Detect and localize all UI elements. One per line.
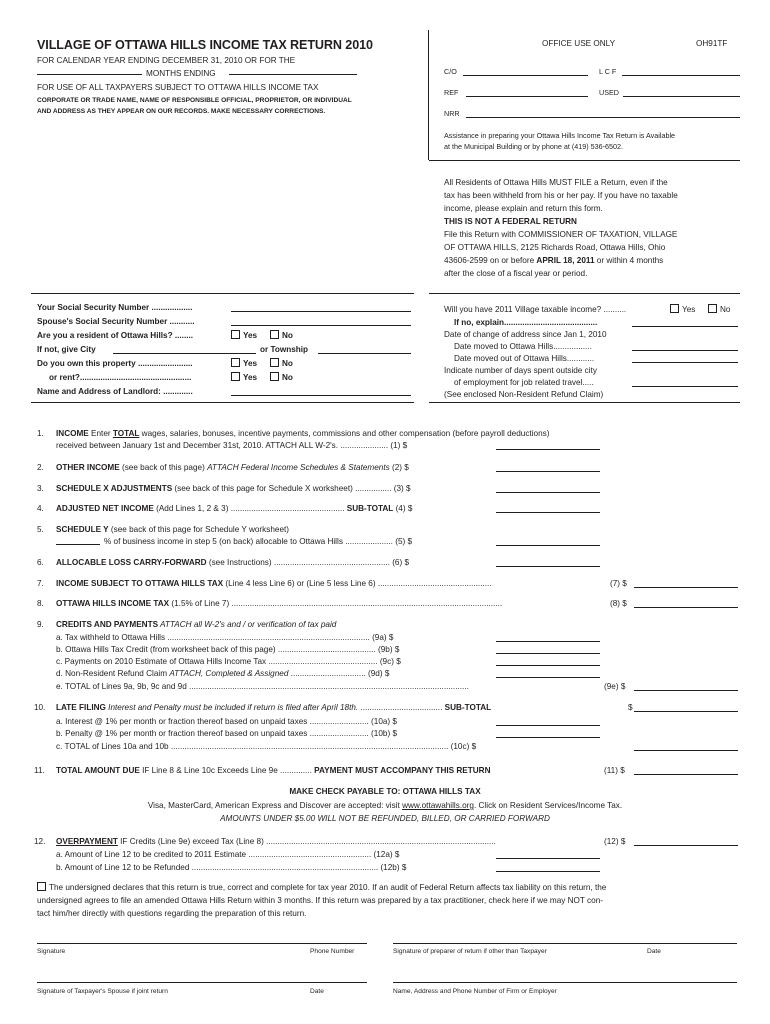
line-9-label [56,619,336,630]
line-2-amount[interactable] [496,461,600,472]
line-10a-label: a. Interest @ 1% per month or fraction thereof based on unpaid taxes .......................... (10a) $ [56,717,397,726]
line-9c-label: c. Payments on 2010 Estimate of Ottawa Hills Income Tax ................................................ (9c) $ [56,657,401,666]
personal-box-bottom [31,402,414,403]
amounts-under-notice: AMOUNTS UNDER $5.00 WILL NOT BE REFUNDED, BILLED, OR CARRIED FORWARD [220,814,550,823]
subtotal-label: SUB-TOTAL [346,504,394,513]
line-10-dots: .................................... [358,703,445,712]
line-9c-amount[interactable] [496,655,600,666]
line-7-amount[interactable] [634,577,738,588]
used-field[interactable] [623,96,740,97]
preparer-signature-line[interactable] [393,943,737,944]
firm-line[interactable] [393,982,737,983]
residents-line-8: after the close of a fiscal year or period. [444,269,588,278]
line-10-label [56,702,491,713]
line-10a-amount[interactable] [496,715,600,726]
line-10-num: 10. [34,703,46,712]
yes-label: Yes [243,373,258,382]
line-1-label-2: received between January 1st and December 31st, 2010. ATTACH ALL W-2's. ..................... (1) $ [56,441,408,450]
declaration-line-1 [37,882,606,893]
total-due-heading: TOTAL AMOUNT DUE [56,766,140,775]
line-3-desc: (see back of this page for Schedule X worksheet) ................ (3) $ [172,484,411,493]
line-8-num: 8. [37,599,44,608]
line-2-attach: ATTACH Federal Income Schedules & Statements [207,463,390,472]
line-5-percent-field[interactable] [56,544,100,545]
resident-yes-option[interactable] [231,330,257,341]
line-9-attach: ATTACH all W-2's and / or verification of tax paid [158,620,337,629]
line-12-code: (12) $ [604,837,626,846]
line-9b-label: b. Ottawa Hills Tax Credit (from worksheet back of this page) ........................................... (9b) $ [56,645,400,654]
line-12-label [56,836,496,847]
line-2-see: (see back of this page) [119,463,208,472]
adjusted-net-heading: ADJUSTED NET INCOME [56,504,154,513]
line-2-code: (2) $ [389,463,409,472]
not-federal-return: THIS IS NOT A FEDERAL RETURN [444,217,577,226]
resident-yes-checkbox[interactable] [231,330,240,339]
own-no-option[interactable] [270,358,293,369]
line-9a-amount[interactable] [496,631,600,642]
declaration-text-1: The undersigned declares that this return is true, correct and complete for tax year 2010. If an audit of Federal Return affects tax liability on this return, the [49,883,607,892]
line-9d-code: ................................. (9d) $ [288,669,390,678]
cards-text: Visa, MasterCard, American Express and Discover are accepted: visit [147,801,403,810]
rent-no-checkbox[interactable] [270,372,279,381]
line-7-num: 7. [37,579,44,588]
line-11-code: (11) $ [604,766,625,775]
line-9a-label: a. Tax withheld to Ottawa Hills ......................................................................................... (9a) $ [56,633,394,642]
calendar-year-text: FOR CALENDAR YEAR ENDING DECEMBER 31, 2010 OR FOR THE [37,56,296,65]
spouse-signature-label: Signature of Taxpayer's Spouse if joint return [37,988,168,995]
no-label: No [282,359,293,368]
line-8-label [56,598,502,609]
rent-yes-option[interactable] [231,372,257,383]
line-9e-amount[interactable] [634,680,738,691]
lcf-label: L C F [599,67,617,76]
line-1-num: 1. [37,429,44,438]
payment-must-accompany: PAYMENT MUST ACCOMPANY THIS RETURN [314,766,491,775]
ssn-field[interactable] [231,311,411,312]
credits-heading: CREDITS AND PAYMENTS [56,620,159,629]
moved-to-label: Date moved to Ottawa Hills................. [454,342,592,351]
line-4-num: 4. [37,504,44,513]
months-blank-1[interactable] [37,74,142,75]
future-no-checkbox[interactable] [708,304,717,313]
future-no-option[interactable] [708,304,730,315]
rent-no-option[interactable] [270,372,293,383]
other-income-heading: OTHER INCOME [56,463,120,472]
months-ending-text: MONTHS ENDING [146,69,216,78]
line-7-desc: (Line 4 less Line 6) or (Line 5 less Line 6) .................................................. [223,579,492,588]
spouse-ssn-field[interactable] [231,325,411,326]
cards-text-2: . Click on Resident Services/Income Tax. [473,801,623,810]
future-yes-checkbox[interactable] [670,304,679,313]
moved-to-field[interactable] [632,350,738,351]
line-1-enter: Enter [88,429,113,438]
line-9d-attach: ATTACH, Completed & Assigned [169,669,289,678]
future-box-top [429,293,740,294]
line-12b-label: b. Amount of Line 12 to be Refunded .................................................................................. (12b) $ [56,863,407,872]
days-outside-label-2: of employment for job related travel..... [454,378,594,387]
form-title: VILLAGE OF OTTAWA HILLS INCOME TAX RETURN 2010 [37,38,373,52]
phone-label: Phone Number [310,948,355,955]
line-10-dollar: $ [628,703,633,712]
line-6-amount[interactable] [496,556,600,567]
line-4-amount[interactable] [496,502,600,513]
line-1-label [56,428,549,439]
late-filing-note: Interest and Penalty must be included if return is filed after April 18th. [105,703,359,712]
firm-label: Name, Address and Phone Number of Firm or Employer [393,988,557,995]
office-use-label: OFFICE USE ONLY [542,39,616,48]
line-7-code: (7) $ [610,579,627,588]
line-3-num: 3. [37,484,44,493]
moved-out-field[interactable] [632,362,738,363]
personal-box-top [31,293,414,294]
preparer-label: Signature of preparer of return if other than Taxpayer [393,948,547,955]
signature-label: Signature [37,948,66,955]
used-label: USED [599,88,619,97]
co-field[interactable] [463,75,588,76]
line-1-amount[interactable] [496,439,600,450]
ref-field[interactable] [466,96,588,97]
line-2-num: 2. [37,463,44,472]
spouse-signature-line[interactable] [37,982,367,983]
office-bottom-rule [429,160,740,161]
line-9-num: 9. [37,620,44,629]
explain-field[interactable] [632,326,738,327]
line-12-desc: IF Credits (Line 9e) exceed Tax (Line 8) ..................................................................................................... [117,837,496,846]
yes-label: Yes [682,305,696,314]
spouse-date-label: Date [310,988,324,995]
corp-name-instruction-1: CORPORATE OR TRADE NAME, NAME OF RESPONSIBLE OFFICIAL, PROPRIETOR, OR INDIVIDUAL [37,97,352,104]
line-9d-amount[interactable] [496,667,600,678]
future-yes-option[interactable] [670,304,695,315]
line-12a-amount[interactable] [496,848,600,859]
yes-label: Yes [243,359,258,368]
line-11-desc: IF Line 8 & Line 10c Exceeds Line 9e .............. [139,766,315,775]
income-subject-heading: INCOME SUBJECT TO OTTAWA HILLS TAX [56,579,224,588]
late-filing-heading: LATE FILING [56,703,106,712]
income-heading: INCOME [56,429,89,438]
line-4-label [56,503,412,514]
line-10c-amount[interactable] [634,740,738,751]
no-label: No [282,331,293,340]
line-11-label [56,765,491,776]
loss-carry-heading: ALLOCABLE LOSS CARRY-FORWARD [56,558,207,567]
yes-label: Yes [243,331,258,340]
make-check-payable: MAKE CHECK PAYABLE TO: OTTAWA HILLS TAX [289,787,481,796]
line-12a-label: a. Amount of Line 12 to be credited to 2011 Estimate ...................................................... (12a) $ [56,850,400,859]
income-tax-heading: OTTAWA HILLS INCOME TAX [56,599,170,608]
due-date: APRIL 18, 2011 [536,256,595,265]
line-6-num: 6. [37,558,44,567]
residents-line-5: File this Return with COMMISSIONER OF TAXATION, VILLAGE [444,230,678,239]
line-5-num: 5. [37,525,44,534]
line-7-label [56,578,492,589]
nrr-label: NRR [444,109,460,118]
city-label: If not, give City [37,345,96,354]
spouse-ssn-label: Spouse's Social Security Number ........... [37,317,195,326]
line-9b-amount[interactable] [496,643,600,654]
line-5-desc: (see back of this page for Schedule Y worksheet) [108,525,290,534]
residents-line-7 [444,255,663,266]
line-8-code: (8) $ [610,599,627,608]
line-1-desc: wages, salaries, bonuses, incentive payments, commissions and other compensation (before payroll deductions) [139,429,550,438]
line-9d-label [56,668,389,679]
line-9d-a: d. Non-Resident Refund Claim [56,669,170,678]
rent-yes-checkbox[interactable] [231,372,240,381]
line-8-desc: (1.5% of Line 7) ....................................................................................................................... [169,599,503,608]
line-10-subtotal-amount[interactable] [634,701,738,712]
line-6-desc: (see Instructions) ................................................... (6) $ [206,558,410,567]
landlord-label: Name and Address of Landlord: ............. [37,387,193,396]
residents-line-1: All Residents of Ottawa Hills MUST FILE a Return, even if the [444,178,668,187]
line-3-label [56,483,411,494]
city-field[interactable] [113,353,256,354]
signature-line[interactable] [37,943,367,944]
header-divider [428,30,429,160]
moved-out-label: Date moved out of Ottawa Hills............ [454,354,595,363]
line-12b-amount[interactable] [496,861,600,872]
ssn-label: Your Social Security Number .................. [37,303,193,312]
co-label: C/O [444,67,457,76]
explain-label: If no, explain......................................... [454,318,598,327]
line-4-desc: (Add Lines 1, 2 & 3) .................................................. [153,504,347,513]
no-label: No [282,373,293,382]
resident-no-checkbox[interactable] [270,330,279,339]
landlord-field[interactable] [231,395,411,396]
own-yes-checkbox[interactable] [231,358,240,367]
own-no-checkbox[interactable] [270,358,279,367]
schedule-x-heading: SCHEDULE X ADJUSTMENTS [56,484,173,493]
assistance-line-2: at the Municipal Building or by phone at (419) 536-6502. [444,142,624,151]
cards-accepted [0,800,770,811]
line-12-num: 12. [34,837,46,846]
residents-within: or within 4 months [594,256,664,265]
residents-zip: 43606-2599 on or before [444,256,537,265]
line-2-label [56,462,409,473]
own-yes-option[interactable] [231,358,257,369]
form-code: OH91TF [696,39,728,48]
line-3-amount[interactable] [496,482,600,493]
line-9e-label: e. TOTAL of Lines 9a, 9b, 9c and 9d ........................................................................................................................... [56,682,469,691]
township-label: or Township [260,345,309,354]
residents-line-3: income, please explain and return this form. [444,204,603,213]
line-5-label-2: % of business income in step 5 (on back) allocable to Ottawa Hills ..................... (5) $ [104,537,413,546]
line-1-total: TOTAL [112,429,140,438]
subtotal-label: SUB-TOTAL [444,703,492,712]
future-box-bottom [429,402,740,403]
resident-no-option[interactable] [270,330,293,341]
line-6-label [56,557,409,568]
resident-question: Are you a resident of Ottawa Hills? ........ [37,331,194,340]
line-12-amount[interactable] [634,835,738,846]
corp-name-instruction-2: AND ADDRESS AS THEY APPEAR ON OUR RECORDS. MAKE NECESSARY CORRECTIONS. [37,108,326,115]
ref-label: REF [444,88,459,97]
line-4-code: (4) $ [393,504,413,513]
refund-claim-note: (See enclosed Non-Resident Refund Claim) [444,390,604,399]
line-5-amount[interactable] [496,535,600,546]
line-11-num: 11. [34,766,45,775]
taxable-income-question: Will you have 2011 Village taxable income? .......... [444,305,627,314]
line-10b-label: b. Penalty @ 1% per month or fraction thereof based on unpaid taxes .......................... (10b) $ [56,729,397,738]
line-8-amount[interactable] [634,597,738,608]
days-outside-field[interactable] [632,386,738,387]
months-blank-2[interactable] [229,74,357,75]
website-link[interactable]: www.ottawahills.org [402,801,474,810]
declaration-line-2: undersigned agrees to file an amended Ottawa Hills Return within 3 months. If this return was prepared by a tax practitioner, check here if we may NOT con- [37,896,603,905]
declaration-line-3: tact him/her directly with questions regarding the preparation of this return. [37,909,307,918]
overpayment-heading: OVERPAYMENT [56,837,118,846]
taxpayers-subject-text: FOR USE OF ALL TAXPAYERS SUBJECT TO OTTAWA HILLS INCOME TAX [37,83,319,92]
assistance-line-1: Assistance in preparing your Ottawa Hills Income Tax Return is Available [444,131,676,140]
residents-line-2: tax has been withheld from his or her pay. If you have no taxable [444,191,678,200]
line-9e-code: (9e) $ [604,682,626,691]
own-property-question: Do you own this property ........................ [37,359,193,368]
line-10b-amount[interactable] [496,727,600,738]
no-label: No [720,305,731,314]
rent-question: or rent?................................................. [49,373,192,382]
lcf-field[interactable] [622,75,740,76]
schedule-y-heading: SCHEDULE Y [56,525,109,534]
line-11-amount[interactable] [634,764,738,775]
residents-line-6: OF OTTAWA HILLS, 2125 Richards Road, Ottawa Hills, Ohio [444,243,666,252]
preparer-date-label: Date [647,948,661,955]
no-contact-checkbox[interactable] [37,882,46,891]
nrr-field[interactable] [466,117,740,118]
address-change-label: Date of change of address since Jan 1, 2010 [444,330,607,339]
township-field[interactable] [318,353,411,354]
line-10c-label: c. TOTAL of Lines 10a and 10b .......................................................................................................................... (10c) $ [56,742,477,751]
line-5-label [56,524,289,535]
days-outside-label-1: Indicate number of days spent outside city [444,366,597,375]
